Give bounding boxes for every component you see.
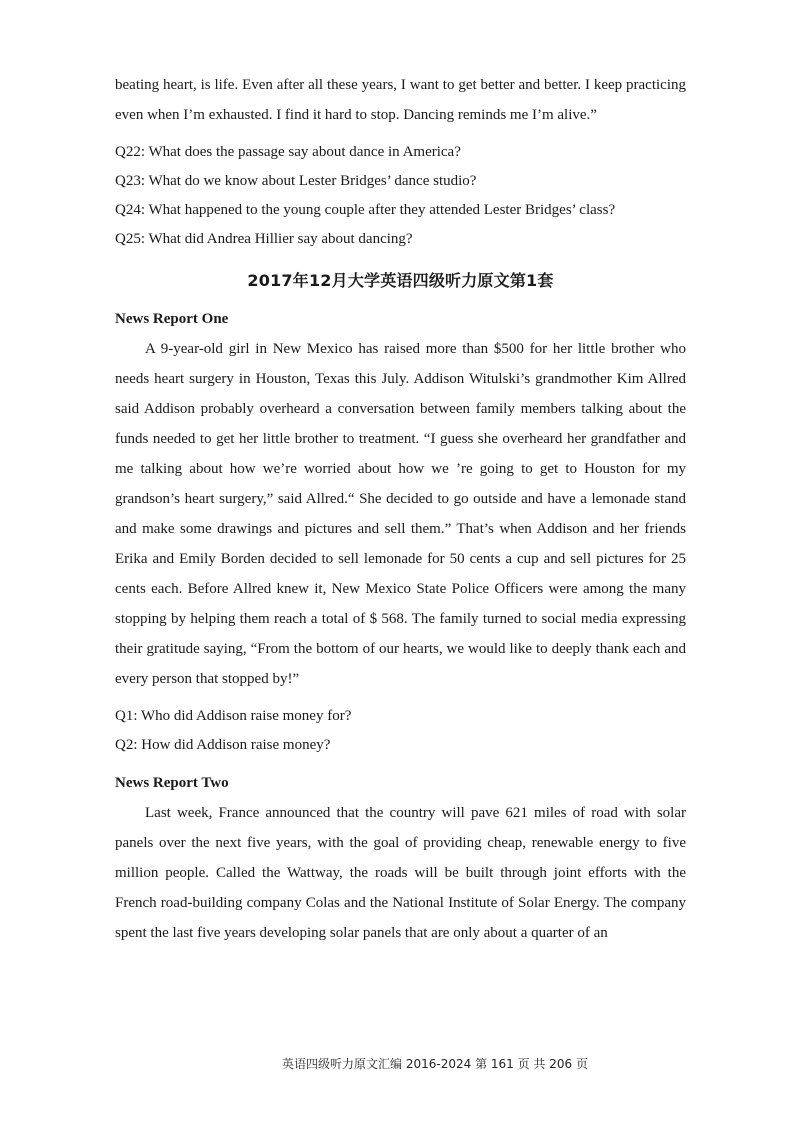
news-report-two-paragraph: Last week, France announced that the country will pave 621 miles of road with solar panels over the next five years, with the goal of providing cheap, renewable energy to five million people. Called the Wattway, the roads will be built through joint efforts with the French road-building company Colas and the National Institute of Solar Energy. The company spent the last five years developing solar panels that are only about a quarter of an [115,805,686,941]
question-q22: Q22: What does the passage say about dance in America? [115,144,461,160]
question-q24: Q24: What happened to the young couple after they attended Lester Bridges’ class? [115,202,616,218]
question-q23: Q23: What do we know about Lester Bridges’ dance studio? [115,173,477,189]
section-title: 2017年12月大学英语四级听力原文第1套 [247,271,554,290]
intro-paragraph: beating heart, is life. Even after all these years, I want to get better and better. I keep practicing even when I’m exhausted. I find it hard to stop. Dancing reminds me I’m alive.” [115,77,686,123]
question-q2: Q2: How did Addison raise money? [115,737,331,753]
news-report-one-paragraph: A 9-year-old girl in New Mexico has raised more than $500 for her little brother who needs heart surgery in Houston, Texas this July. Addison Witulski’s grandmother Kim Allred said Addison probably overheard a conversation between family members talking about the funds needed to get her little brother to treatment. “I guess she overheard her grandfather and me talking about how we’re worried about how we ’re going to get to Houston for my grandson’s heart surgery,” said Allred.“ She decided to go outside and have a lemonade stand and make some drawings and pictures and sell them.” That’s when Addison and her friends Erika and Emily Borden decided to sell lemonade for 50 cents a cup and sell pictures for 25 cents each. Before Allred knew it, New Mexico State Police Officers were among the many stopping by helping them reach a total of $ 568. The family turned to social media expressing their gratitude saying, “From the bottom of our hearts, we would like to deeply thank each and every person that stopped by!” [115,341,686,687]
news-report-one-heading: News Report One [115,311,229,327]
document-page [115,70,686,948]
question-q25: Q25: What did Andrea Hillier say about dancing? [115,231,413,247]
news-report-two-heading: News Report Two [115,775,229,791]
question-q1: Q1: Who did Addison raise money for? [115,708,352,724]
page-footer: 英语四级听力原文汇编 2016-2024 第 161 页 共 206 页 [282,1057,588,1071]
